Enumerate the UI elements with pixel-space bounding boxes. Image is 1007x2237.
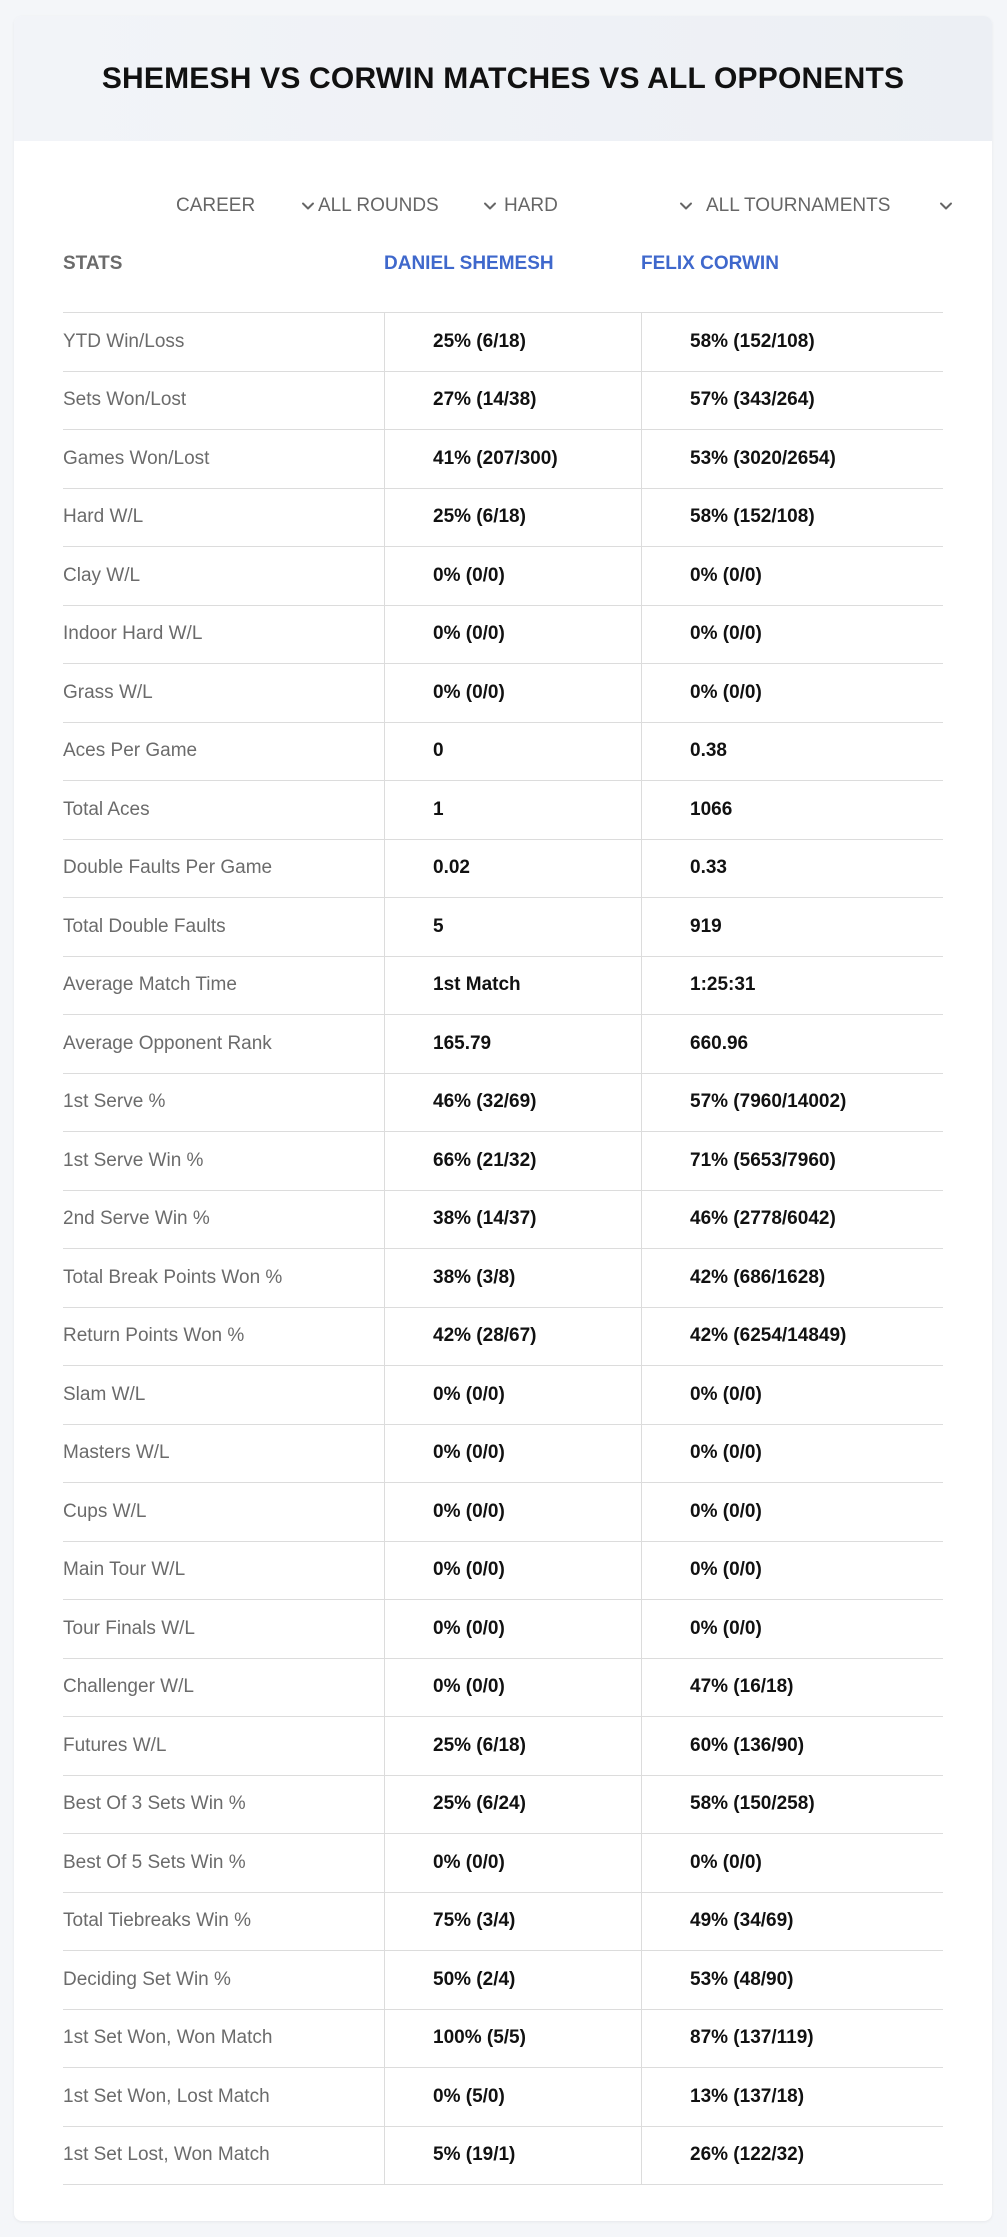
- stat-label: Best Of 5 Sets Win %: [63, 1851, 246, 1873]
- table-row: [63, 1249, 943, 1308]
- stat-label: 2nd Serve Win %: [63, 1208, 210, 1230]
- player1-value: 165.79: [384, 1015, 641, 1073]
- player2-value: 0% (0/0): [641, 606, 943, 664]
- player1-value: 46% (32/69): [384, 1074, 641, 1132]
- table-row: [63, 1015, 943, 1074]
- player1-value: 0% (0/0): [384, 664, 641, 722]
- table-row: [63, 489, 943, 548]
- player1-value: 25% (6/24): [384, 1776, 641, 1834]
- player2-value: 0% (0/0): [641, 1425, 943, 1483]
- player1-value: 0% (0/0): [384, 1659, 641, 1717]
- rounds-filter-dropdown[interactable]: [318, 186, 498, 226]
- player1-value: 5: [384, 898, 641, 956]
- table-row: [63, 313, 943, 372]
- stat-label: YTD Win/Loss: [63, 330, 185, 352]
- stat-label: Hard W/L: [63, 506, 144, 528]
- stat-label: Games Won/Lost: [63, 447, 210, 469]
- stat-label: Futures W/L: [63, 1734, 167, 1756]
- stat-label: Cups W/L: [63, 1500, 147, 1522]
- table-row: [63, 1951, 943, 2010]
- table-row: [63, 606, 943, 665]
- player1-value: 38% (14/37): [384, 1191, 641, 1249]
- rounds-filter-value: ALL ROUNDS: [318, 195, 439, 216]
- player2-value: 60% (136/90): [641, 1717, 943, 1775]
- stat-label: 1st Serve %: [63, 1091, 166, 1113]
- player2-value: 58% (150/258): [641, 1776, 943, 1834]
- chevron-down-icon: [300, 198, 316, 214]
- table-row: [63, 1366, 943, 1425]
- stats-table: [63, 313, 943, 2185]
- stat-label: Average Opponent Rank: [63, 1032, 272, 1054]
- player1-value: 75% (3/4): [384, 1893, 641, 1951]
- player1-value: 25% (6/18): [384, 1717, 641, 1775]
- table-row: [63, 1074, 943, 1133]
- table-row: [63, 957, 943, 1016]
- player2-value: 919: [641, 898, 943, 956]
- stat-label: Deciding Set Win %: [63, 1968, 231, 1990]
- player2-value: 0% (0/0): [641, 1600, 943, 1658]
- player2-value: 57% (7960/14002): [641, 1074, 943, 1132]
- stat-label: Masters W/L: [63, 1442, 170, 1464]
- player1-value: 0% (0/0): [384, 1483, 641, 1541]
- chevron-down-icon: [678, 198, 694, 214]
- player2-value: 49% (34/69): [641, 1893, 943, 1951]
- stat-label: Total Tiebreaks Win %: [63, 1910, 251, 1932]
- table-header: [63, 253, 943, 313]
- table-row: [63, 1776, 943, 1835]
- player2-value: 0% (0/0): [641, 1483, 943, 1541]
- player1-value: 50% (2/4): [384, 1951, 641, 2009]
- player1-value: 41% (207/300): [384, 430, 641, 488]
- page-title: SHEMESH VS CORWIN MATCHES VS ALL OPPONENTS: [101, 61, 905, 95]
- table-row: [63, 840, 943, 899]
- player2-value: 660.96: [641, 1015, 943, 1073]
- player2-value: 58% (152/108): [641, 489, 943, 547]
- player2-value: 71% (5653/7960): [641, 1132, 943, 1190]
- table-row: [63, 1425, 943, 1484]
- tournaments-filter-value: ALL TOURNAMENTS: [706, 195, 891, 216]
- surface-filter-value: HARD: [504, 195, 558, 216]
- stat-label: Return Points Won %: [63, 1325, 245, 1347]
- player1-column-header[interactable]: DANIEL SHEMESH: [384, 253, 554, 274]
- player1-value: 5% (19/1): [384, 2127, 641, 2185]
- table-row: [63, 1659, 943, 1718]
- player2-value: 13% (137/18): [641, 2068, 943, 2126]
- player1-value: 0% (5/0): [384, 2068, 641, 2126]
- card-header: [14, 16, 992, 141]
- career-filter-dropdown[interactable]: [176, 186, 316, 226]
- player1-value: 0: [384, 723, 641, 781]
- table-row: [63, 372, 943, 431]
- chevron-down-icon: [938, 198, 954, 214]
- player1-value: 1st Match: [384, 957, 641, 1015]
- career-filter-value: CAREER: [176, 195, 256, 216]
- stat-label: Average Match Time: [63, 974, 237, 996]
- player1-value: 0% (0/0): [384, 1366, 641, 1424]
- player1-value: 0% (0/0): [384, 606, 641, 664]
- stat-label: Main Tour W/L: [63, 1559, 186, 1581]
- table-row: [63, 1132, 943, 1191]
- stat-label: Grass W/L: [63, 681, 153, 703]
- table-row: [63, 781, 943, 840]
- player1-value: 0.02: [384, 840, 641, 898]
- stat-label: Total Double Faults: [63, 915, 226, 937]
- tournaments-filter-dropdown[interactable]: [706, 186, 954, 226]
- player2-value: 87% (137/119): [641, 2010, 943, 2068]
- player2-value: 42% (686/1628): [641, 1249, 943, 1307]
- player2-value: 0% (0/0): [641, 1366, 943, 1424]
- table-row: [63, 1191, 943, 1250]
- player1-value: 38% (3/8): [384, 1249, 641, 1307]
- player1-value: 66% (21/32): [384, 1132, 641, 1190]
- table-row: [63, 664, 943, 723]
- player2-value: 46% (2778/6042): [641, 1191, 943, 1249]
- player2-value: 0.38: [641, 723, 943, 781]
- table-row: [63, 898, 943, 957]
- stat-label: Slam W/L: [63, 1383, 146, 1405]
- player2-value: 0% (0/0): [641, 664, 943, 722]
- player2-value: 53% (48/90): [641, 1951, 943, 2009]
- table-row: [63, 1483, 943, 1542]
- stat-label: Challenger W/L: [63, 1676, 194, 1698]
- player1-value: 0% (0/0): [384, 1542, 641, 1600]
- stats-card: [14, 16, 992, 2221]
- player1-value: 25% (6/18): [384, 313, 641, 371]
- table-row: [63, 1717, 943, 1776]
- player2-value: 47% (16/18): [641, 1659, 943, 1717]
- table-row: [63, 1308, 943, 1367]
- player1-value: 25% (6/18): [384, 489, 641, 547]
- player1-value: 42% (28/67): [384, 1308, 641, 1366]
- stat-label: Best Of 3 Sets Win %: [63, 1793, 246, 1815]
- stat-label: 1st Set Lost, Won Match: [63, 2144, 270, 2166]
- stat-label: Indoor Hard W/L: [63, 623, 203, 645]
- chevron-down-icon: [482, 198, 498, 214]
- player2-value: 42% (6254/14849): [641, 1308, 943, 1366]
- player2-value: 0% (0/0): [641, 1542, 943, 1600]
- table-row: [63, 547, 943, 606]
- player2-value: 1066: [641, 781, 943, 839]
- table-row: [63, 2127, 943, 2186]
- stats-column-header: STATS: [63, 253, 123, 274]
- player2-value: 57% (343/264): [641, 372, 943, 430]
- player2-column-header[interactable]: FELIX CORWIN: [641, 253, 779, 274]
- player2-value: 0% (0/0): [641, 1834, 943, 1892]
- filter-bar: [14, 186, 992, 226]
- player2-value: 1:25:31: [641, 957, 943, 1015]
- table-row: [63, 1542, 943, 1601]
- player1-value: 27% (14/38): [384, 372, 641, 430]
- player1-value: 0% (0/0): [384, 1600, 641, 1658]
- player2-value: 26% (122/32): [641, 2127, 943, 2185]
- stat-label: Aces Per Game: [63, 740, 198, 762]
- table-row: [63, 1600, 943, 1659]
- table-row: [63, 723, 943, 782]
- player1-value: 0% (0/0): [384, 1425, 641, 1483]
- player2-value: 0% (0/0): [641, 547, 943, 605]
- player1-value: 0% (0/0): [384, 547, 641, 605]
- player2-value: 0.33: [641, 840, 943, 898]
- stat-label: 1st Set Won, Won Match: [63, 2027, 273, 2049]
- table-row: [63, 2068, 943, 2127]
- stat-label: 1st Set Won, Lost Match: [63, 2085, 270, 2107]
- table-row: [63, 1834, 943, 1893]
- table-row: [63, 430, 943, 489]
- player2-value: 53% (3020/2654): [641, 430, 943, 488]
- stat-label: Tour Finals W/L: [63, 1617, 195, 1639]
- stat-label: Total Aces: [63, 798, 150, 820]
- stat-label: Double Faults Per Game: [63, 857, 273, 879]
- stat-label: Total Break Points Won %: [63, 1266, 283, 1288]
- surface-filter-dropdown[interactable]: [504, 186, 694, 226]
- stat-label: Clay W/L: [63, 564, 141, 586]
- table-row: [63, 2010, 943, 2069]
- stat-label: 1st Serve Win %: [63, 1149, 204, 1171]
- stat-label: Sets Won/Lost: [63, 389, 187, 411]
- player1-value: 100% (5/5): [384, 2010, 641, 2068]
- table-row: [63, 1893, 943, 1952]
- player1-value: 0% (0/0): [384, 1834, 641, 1892]
- player2-value: 58% (152/108): [641, 313, 943, 371]
- player1-value: 1: [384, 781, 641, 839]
